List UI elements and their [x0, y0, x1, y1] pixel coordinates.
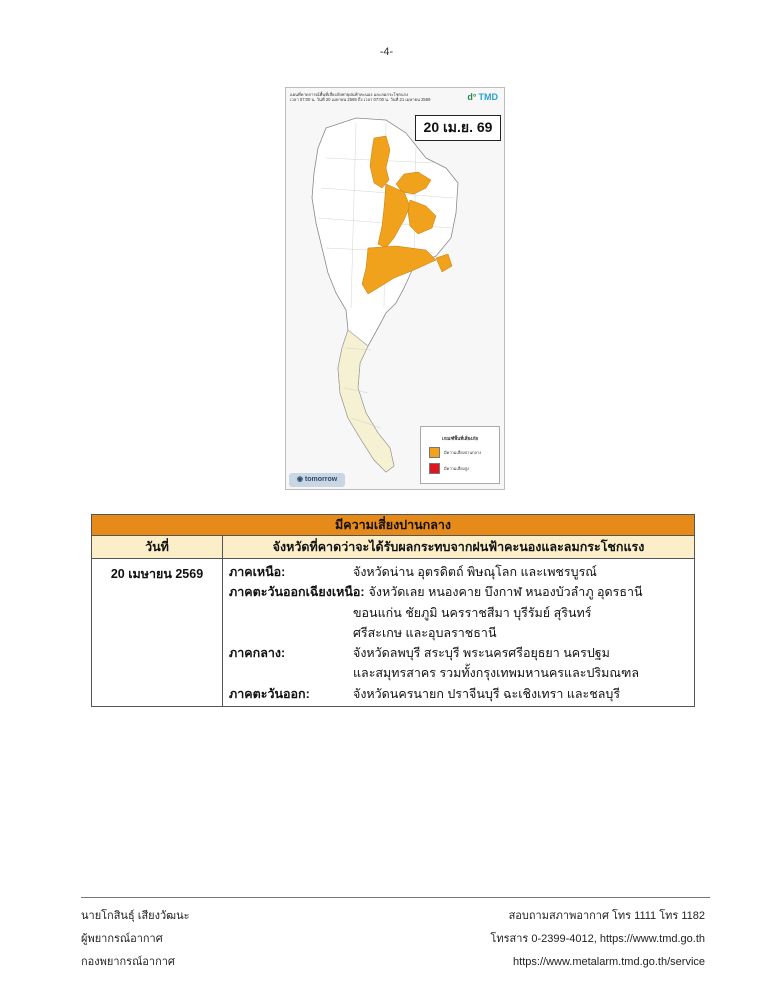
northeast-line-1 — [229, 582, 690, 602]
north-provinces: จังหวัดน่าน อุตรดิตถ์ พิษณุโลก และเพชรบูรณ์ — [353, 565, 597, 579]
tomorrow-badge-label: tomorrow — [304, 476, 338, 483]
provinces-cell — [223, 559, 695, 707]
central-line-1 — [229, 643, 690, 663]
legend-swatch-moderate — [429, 447, 440, 458]
map-header-line-1: แผนที่คาดการณ์พื้นที่เสี่ยงภัยพายุฝนฟ้าคะนอง และลมกระโชกแรง — [290, 92, 409, 97]
indent-spacer — [229, 663, 353, 683]
forecaster-name: นายโกสินธุ์ เสียงวัฒนะ — [81, 910, 190, 922]
legend-swatch-high — [429, 463, 440, 474]
col-header-provinces: จังหวัดที่คาดว่าจะได้รับผลกระทบจากฝนฟ้าคะนองและลมกระโชกแรง — [223, 536, 695, 559]
table-row — [92, 559, 695, 707]
legend-item-moderate — [429, 447, 499, 458]
footer-contact — [490, 905, 705, 974]
northeast-provinces-1: จังหวัดเลย หนองคาย บึงกาฬ หนองบัวลำภู อุดรธานี — [368, 585, 643, 600]
indent-spacer — [229, 603, 353, 623]
map-legend — [420, 426, 500, 484]
footer-signatory — [81, 905, 190, 974]
central-provinces-1: จังหวัดลพบุรี สระบุรี พระนครศรีอยุธยา นครปฐม — [353, 646, 610, 661]
col-header-date: วันที่ — [92, 536, 223, 559]
northeast-provinces-3: ศรีสะเกษ และอุบลราชธานี — [353, 625, 497, 640]
risk-map — [285, 87, 505, 490]
northeast-provinces-2: ขอนแก่น ชัยภูมิ นครราชสีมา บุรีรัมย์ สุรินทร์ — [353, 605, 592, 620]
contact-service-link[interactable]: https://www.metalarm.tmd.go.th/service — [513, 956, 705, 968]
legend-item-high — [429, 463, 499, 474]
northeast-line-3 — [229, 623, 690, 643]
north-line — [229, 562, 690, 582]
date-cell: 20 เมษายน 2569 — [92, 559, 223, 707]
region-northeast-label: ภาคตะวันออกเฉียงเหนือ: — [229, 585, 365, 600]
central-provinces-2: และสมุทรสาคร รวมทั้งกรุงเทพมหานครและปริมณฑล — [353, 666, 639, 681]
northeast-line-2 — [229, 603, 690, 623]
tomorrow-badge — [289, 473, 345, 487]
risk-table — [91, 514, 695, 707]
region-east-label: ภาคตะวันออก: — [229, 686, 310, 701]
tmd-logo-text: TMD — [478, 92, 498, 102]
east-provinces: จังหวัดนครนายก ปราจีนบุรี ฉะเชิงเทรา และชลบุรี — [353, 686, 621, 701]
risk-level-title: มีความเสี่ยงปานกลาง — [92, 515, 695, 536]
page-number: -4- — [379, 46, 394, 58]
region-north-label: ภาคเหนือ: — [229, 565, 286, 579]
legend-label-moderate: มีความเสี่ยงปานกลาง — [444, 450, 482, 455]
forecast-division: กองพยากรณ์อากาศ — [81, 956, 175, 968]
legend-label-high: มีความเสี่ยงสูง — [444, 466, 469, 471]
tmd-logo: ԁ° TMD — [467, 92, 498, 102]
map-header-line-2: เวลา 07:00 น. วันที่ 20 เมษายน 2569 ถึง เวลา 07:00 น. วันที่ 21 เมษายน 2569 — [290, 97, 431, 102]
map-header — [290, 92, 450, 102]
legend-title: เกณฑ์พื้นที่เสี่ยงภัย — [442, 436, 478, 441]
forecaster-title: ผู้พยากรณ์อากาศ — [81, 933, 163, 945]
central-line-2 — [229, 663, 690, 683]
map-date-label: 20 เม.ย. 69 — [415, 115, 501, 141]
footer-divider — [81, 897, 710, 898]
indent-spacer — [229, 623, 353, 643]
tomorrow-icon: ◉ — [296, 476, 305, 483]
contact-fax-website[interactable]: โทรสาร 0-2399-4012, https://www.tmd.go.th — [490, 933, 705, 945]
region-central-label: ภาคกลาง: — [229, 646, 286, 661]
east-line — [229, 684, 690, 704]
contact-phone: สอบถามสภาพอากาศ โทร 1111 โทร 1182 — [508, 910, 705, 922]
